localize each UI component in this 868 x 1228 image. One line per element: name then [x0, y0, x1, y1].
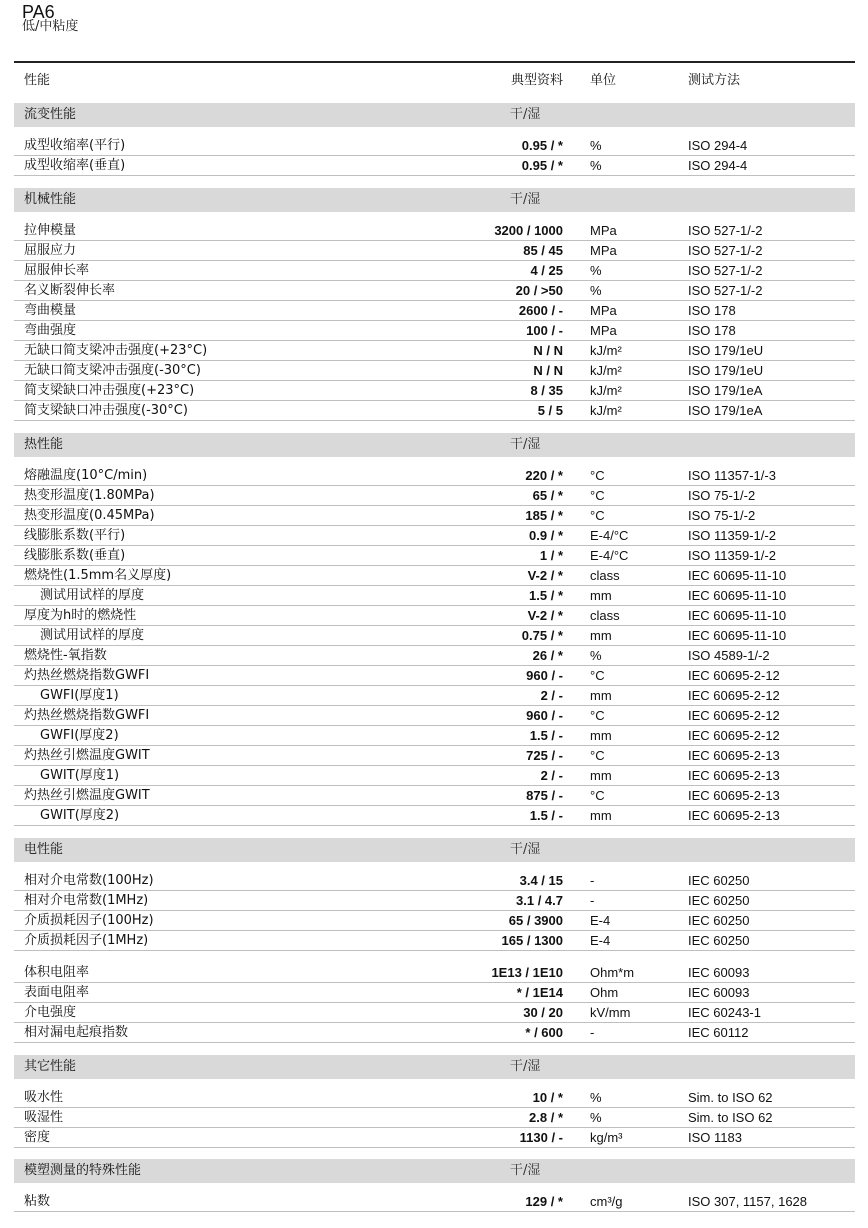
test-method: ISO 178 [688, 303, 736, 318]
section-header [14, 1159, 855, 1183]
test-method: ISO 527-1/-2 [688, 263, 763, 278]
test-method: ISO 527-1/-2 [688, 223, 763, 238]
test-method: IEC 60243-1 [688, 1005, 761, 1020]
typical-value: 725 / - [526, 748, 563, 763]
test-method: IEC 60093 [688, 985, 750, 1000]
section-title: 电性能 [24, 842, 64, 857]
unit: E-4/°C [590, 528, 629, 543]
table-row [14, 746, 855, 766]
unit: kJ/m² [590, 383, 622, 398]
test-method: ISO 179/1eA [688, 403, 763, 418]
property-name: 熔融温度(10°C/min) [24, 468, 148, 483]
table-row [14, 786, 855, 806]
property-name: 体积电阻率 [24, 965, 90, 980]
property-name: 简支梁缺口冲击强度(-30°C) [24, 403, 188, 418]
property-name: 相对介电常数(100Hz) [24, 873, 154, 888]
test-method: ISO 1183 [688, 1130, 742, 1145]
typical-value: 3.4 / 15 [519, 873, 563, 888]
typical-value: 220 / * [525, 468, 563, 483]
unit: E-4/°C [590, 548, 629, 563]
unit: class [590, 568, 620, 583]
property-name: 灼热丝引燃温度GWIT [24, 788, 150, 803]
unit: % [590, 1110, 602, 1125]
test-method: Sim. to ISO 62 [688, 1110, 773, 1125]
unit: E-4 [590, 913, 611, 928]
unit: MPa [590, 303, 617, 318]
test-method: ISO 527-1/-2 [688, 243, 763, 258]
section-title: 流变性能 [24, 107, 77, 122]
section-condition: 干/湿 [510, 842, 541, 857]
property-name: 灼热丝燃烧指数GWFI [24, 668, 150, 683]
typical-value: 26 / * [532, 648, 563, 663]
property-name: GWFI(厚度1) [40, 688, 119, 703]
table-row [14, 1023, 855, 1043]
section-title: 机械性能 [24, 192, 77, 207]
property-name: 灼热丝燃烧指数GWFI [24, 708, 150, 723]
table-row [14, 401, 855, 421]
property-name: 弯曲模量 [24, 303, 77, 318]
test-method: ISO 11359-1/-2 [688, 548, 776, 563]
property-name: 厚度为h时的燃烧性 [24, 608, 137, 623]
table-row [14, 381, 855, 401]
property-name: 无缺口简支梁冲击强度(-30°C) [24, 363, 201, 378]
unit: MPa [590, 243, 617, 258]
section-header [14, 103, 855, 127]
test-method: IEC 60695-11-10 [688, 608, 787, 623]
unit: % [590, 138, 602, 153]
test-method: Sim. to ISO 62 [688, 1090, 773, 1105]
test-method: IEC 60093 [688, 965, 750, 980]
test-method: ISO 11357-1/-3 [688, 468, 776, 483]
table-row [14, 506, 855, 526]
typical-value: 10 / * [532, 1090, 563, 1105]
unit: % [590, 158, 602, 173]
typical-value: 1E13 / 1E10 [491, 965, 563, 980]
unit: kJ/m² [590, 403, 622, 418]
unit: E-4 [590, 933, 611, 948]
typical-value: 4 / 25 [530, 263, 563, 278]
typical-value: 85 / 45 [523, 243, 563, 258]
typical-value: 0.75 / * [521, 628, 563, 643]
test-method: IEC 60250 [688, 893, 750, 908]
unit: °C [590, 788, 605, 803]
typical-value: 3.1 / 4.7 [516, 893, 563, 908]
test-method: IEC 60112 [688, 1025, 749, 1040]
table-row [14, 281, 855, 301]
unit: °C [590, 668, 605, 683]
typical-value: 20 / >50 [515, 283, 563, 298]
unit: mm [590, 628, 612, 643]
unit: kJ/m² [590, 343, 622, 358]
test-method: ISO 294-4 [688, 138, 748, 153]
test-method: IEC 60250 [688, 913, 750, 928]
property-name: 测试用试样的厚度 [40, 628, 145, 643]
property-name: 无缺口简支梁冲击强度(+23°C) [24, 343, 208, 358]
section-condition: 干/湿 [510, 192, 541, 207]
section-condition: 干/湿 [510, 437, 541, 452]
test-method: IEC 60695-2-12 [688, 708, 780, 723]
table-row [14, 1088, 855, 1108]
table-row [14, 486, 855, 506]
table-header [14, 70, 855, 94]
table-row [14, 586, 855, 606]
test-method: IEC 60695-2-12 [688, 668, 780, 683]
section-condition: 干/湿 [510, 107, 541, 122]
property-name: 燃烧性(1.5mm名义厚度) [24, 568, 172, 583]
property-name: 热变形温度(0.45MPa) [24, 508, 155, 523]
section-title: 其它性能 [24, 1059, 77, 1074]
table-row [14, 546, 855, 566]
test-method: ISO 11359-1/-2 [688, 528, 776, 543]
property-name: GWFI(厚度2) [40, 728, 119, 743]
property-name: GWIT(厚度1) [40, 768, 120, 783]
unit: MPa [590, 223, 617, 238]
property-name: 名义断裂伸长率 [24, 283, 116, 298]
typical-value: V-2 / * [527, 608, 563, 623]
test-method: IEC 60695-2-13 [688, 788, 780, 803]
typical-value: 185 / * [525, 508, 563, 523]
table-row [14, 241, 855, 261]
typical-value: 0.95 / * [521, 158, 563, 173]
section-header [14, 1055, 855, 1079]
property-name: 介电强度 [24, 1005, 77, 1020]
unit: Ohm*m [590, 965, 635, 980]
unit: cm³/g [590, 1194, 623, 1209]
typical-value: 1 / * [539, 548, 563, 563]
table-row [14, 983, 855, 1003]
header-property: 性能 [24, 73, 51, 88]
typical-value: 1130 / - [519, 1130, 563, 1145]
table-row [14, 871, 855, 891]
test-method: ISO 75-1/-2 [688, 508, 756, 523]
test-method: ISO 179/1eA [688, 383, 763, 398]
table-row [14, 686, 855, 706]
unit: mm [590, 768, 612, 783]
table-row [14, 911, 855, 931]
document-title: PA6 [22, 2, 55, 22]
table-row [14, 666, 855, 686]
unit: °C [590, 508, 605, 523]
typical-value: N / N [533, 343, 563, 358]
typical-value: 1.5 / - [529, 808, 563, 823]
typical-value: 3200 / 1000 [494, 223, 563, 238]
table-row [14, 931, 855, 951]
property-name: 粘数 [24, 1194, 51, 1209]
unit: MPa [590, 323, 617, 338]
typical-value: 30 / 20 [523, 1005, 563, 1020]
unit: % [590, 263, 602, 278]
typical-value: 65 / * [532, 488, 563, 503]
header-value: 典型资料 [510, 73, 563, 88]
test-method: IEC 60695-2-12 [688, 728, 780, 743]
table-row [14, 566, 855, 586]
unit: - [590, 1025, 595, 1040]
table-row [14, 526, 855, 546]
table-row [14, 891, 855, 911]
table-row [14, 136, 855, 156]
typical-value: 960 / - [526, 668, 563, 683]
typical-value: 65 / 3900 [508, 913, 563, 928]
table-row [14, 341, 855, 361]
test-method: IEC 60695-2-13 [688, 748, 780, 763]
test-method: IEC 60695-2-13 [688, 808, 780, 823]
section-title: 热性能 [24, 437, 64, 452]
property-name: 屈服伸长率 [24, 263, 90, 278]
typical-value: * / 1E14 [516, 985, 563, 1000]
table-row [14, 466, 855, 486]
table-row [14, 726, 855, 746]
test-method: ISO 179/1eU [688, 343, 764, 358]
unit: kV/mm [590, 1005, 631, 1020]
property-name: 介质损耗因子(100Hz) [24, 913, 154, 928]
property-name: 线膨胀系数(垂直) [24, 548, 126, 563]
property-name: 介质损耗因子(1MHz) [24, 933, 149, 948]
typical-value: 2 / - [540, 688, 563, 703]
table-row [14, 766, 855, 786]
table-row [14, 1108, 855, 1128]
top-rule [14, 61, 855, 63]
table-row [14, 221, 855, 241]
header-unit: 单位 [590, 73, 617, 88]
property-name: 屈服应力 [24, 243, 77, 258]
property-name: 成型收缩率(垂直) [24, 158, 126, 173]
test-method: IEC 60695-2-13 [688, 768, 780, 783]
unit: mm [590, 808, 612, 823]
property-name: 简支梁缺口冲击强度(+23°C) [24, 383, 195, 398]
property-name: 燃烧性-氧指数 [24, 648, 107, 663]
header-method: 测试方法 [688, 73, 741, 88]
property-name: 拉伸模量 [24, 223, 77, 238]
typical-value: 0.9 / * [529, 528, 563, 543]
property-name: 灼热丝引燃温度GWIT [24, 748, 150, 763]
property-name: GWIT(厚度2) [40, 808, 120, 823]
typical-value: 165 / 1300 [501, 933, 563, 948]
typical-value: 875 / - [526, 788, 563, 803]
typical-value: 129 / * [525, 1194, 563, 1209]
property-name: 相对漏电起痕指数 [24, 1025, 129, 1040]
unit: mm [590, 588, 612, 603]
property-name: 密度 [24, 1130, 51, 1145]
test-method: IEC 60695-11-10 [688, 568, 787, 583]
table-row [14, 261, 855, 281]
unit: mm [590, 688, 612, 703]
typical-value: 0.95 / * [521, 138, 563, 153]
typical-value: 1.5 / - [529, 728, 563, 743]
typical-value: 8 / 35 [530, 383, 563, 398]
unit: - [590, 893, 595, 908]
unit: % [590, 283, 602, 298]
table-row [14, 156, 855, 176]
section-condition: 干/湿 [510, 1163, 541, 1178]
table-row [14, 806, 855, 826]
table-row [14, 1003, 855, 1023]
test-method: IEC 60695-11-10 [688, 588, 787, 603]
table-row [14, 361, 855, 381]
property-name: 热变形温度(1.80MPa) [24, 488, 155, 503]
unit: °C [590, 748, 605, 763]
unit: % [590, 648, 602, 663]
property-name: 测试用试样的厚度 [40, 588, 145, 603]
document-subtitle: 低/中粘度 [22, 19, 79, 34]
unit: - [590, 873, 595, 888]
table-row [14, 321, 855, 341]
typical-value: 2.8 / * [529, 1110, 563, 1125]
table-row [14, 646, 855, 666]
table-row [14, 301, 855, 321]
unit: % [590, 1090, 602, 1105]
test-method: ISO 527-1/-2 [688, 283, 763, 298]
table-row [14, 1192, 855, 1212]
table-row [14, 706, 855, 726]
table-row [14, 626, 855, 646]
section-title: 模塑测量的特殊性能 [24, 1163, 142, 1178]
test-method: IEC 60250 [688, 873, 750, 888]
unit: class [590, 608, 620, 623]
test-method: ISO 179/1eU [688, 363, 764, 378]
test-method: ISO 4589-1/-2 [688, 648, 770, 663]
typical-value: * / 600 [525, 1025, 563, 1040]
test-method: ISO 294-4 [688, 158, 748, 173]
test-method: IEC 60695-2-12 [688, 688, 780, 703]
unit: °C [590, 488, 605, 503]
test-method: ISO 75-1/-2 [688, 488, 756, 503]
property-name: 吸湿性 [24, 1110, 64, 1125]
property-name: 吸水性 [24, 1090, 64, 1105]
typical-value: V-2 / * [527, 568, 563, 583]
property-name: 线膨胀系数(平行) [24, 528, 126, 543]
typical-value: N / N [533, 363, 563, 378]
test-method: IEC 60695-11-10 [688, 628, 787, 643]
table-row [14, 1128, 855, 1148]
section-condition: 干/湿 [510, 1059, 541, 1074]
typical-value: 2600 / - [518, 303, 563, 318]
unit: Ohm [590, 985, 619, 1000]
section-header [14, 433, 855, 457]
property-name: 相对介电常数(1MHz) [24, 893, 149, 908]
typical-value: 960 / - [526, 708, 563, 723]
property-name: 成型收缩率(平行) [24, 138, 126, 153]
property-name: 弯曲强度 [24, 323, 77, 338]
test-method: ISO 178 [688, 323, 736, 338]
section-header [14, 838, 855, 862]
section-header [14, 188, 855, 212]
typical-value: 1.5 / * [529, 588, 563, 603]
property-name: 表面电阻率 [24, 985, 90, 1000]
typical-value: 2 / - [540, 768, 563, 783]
table-row [14, 963, 855, 983]
unit: °C [590, 468, 605, 483]
test-method: IEC 60250 [688, 933, 750, 948]
unit: mm [590, 728, 612, 743]
test-method: ISO 307, 1157, 1628 [688, 1194, 808, 1209]
table-row [14, 606, 855, 626]
unit: kJ/m² [590, 363, 622, 378]
typical-value: 100 / - [526, 323, 563, 338]
unit: °C [590, 708, 605, 723]
unit: kg/m³ [590, 1130, 623, 1145]
typical-value: 5 / 5 [537, 403, 563, 418]
